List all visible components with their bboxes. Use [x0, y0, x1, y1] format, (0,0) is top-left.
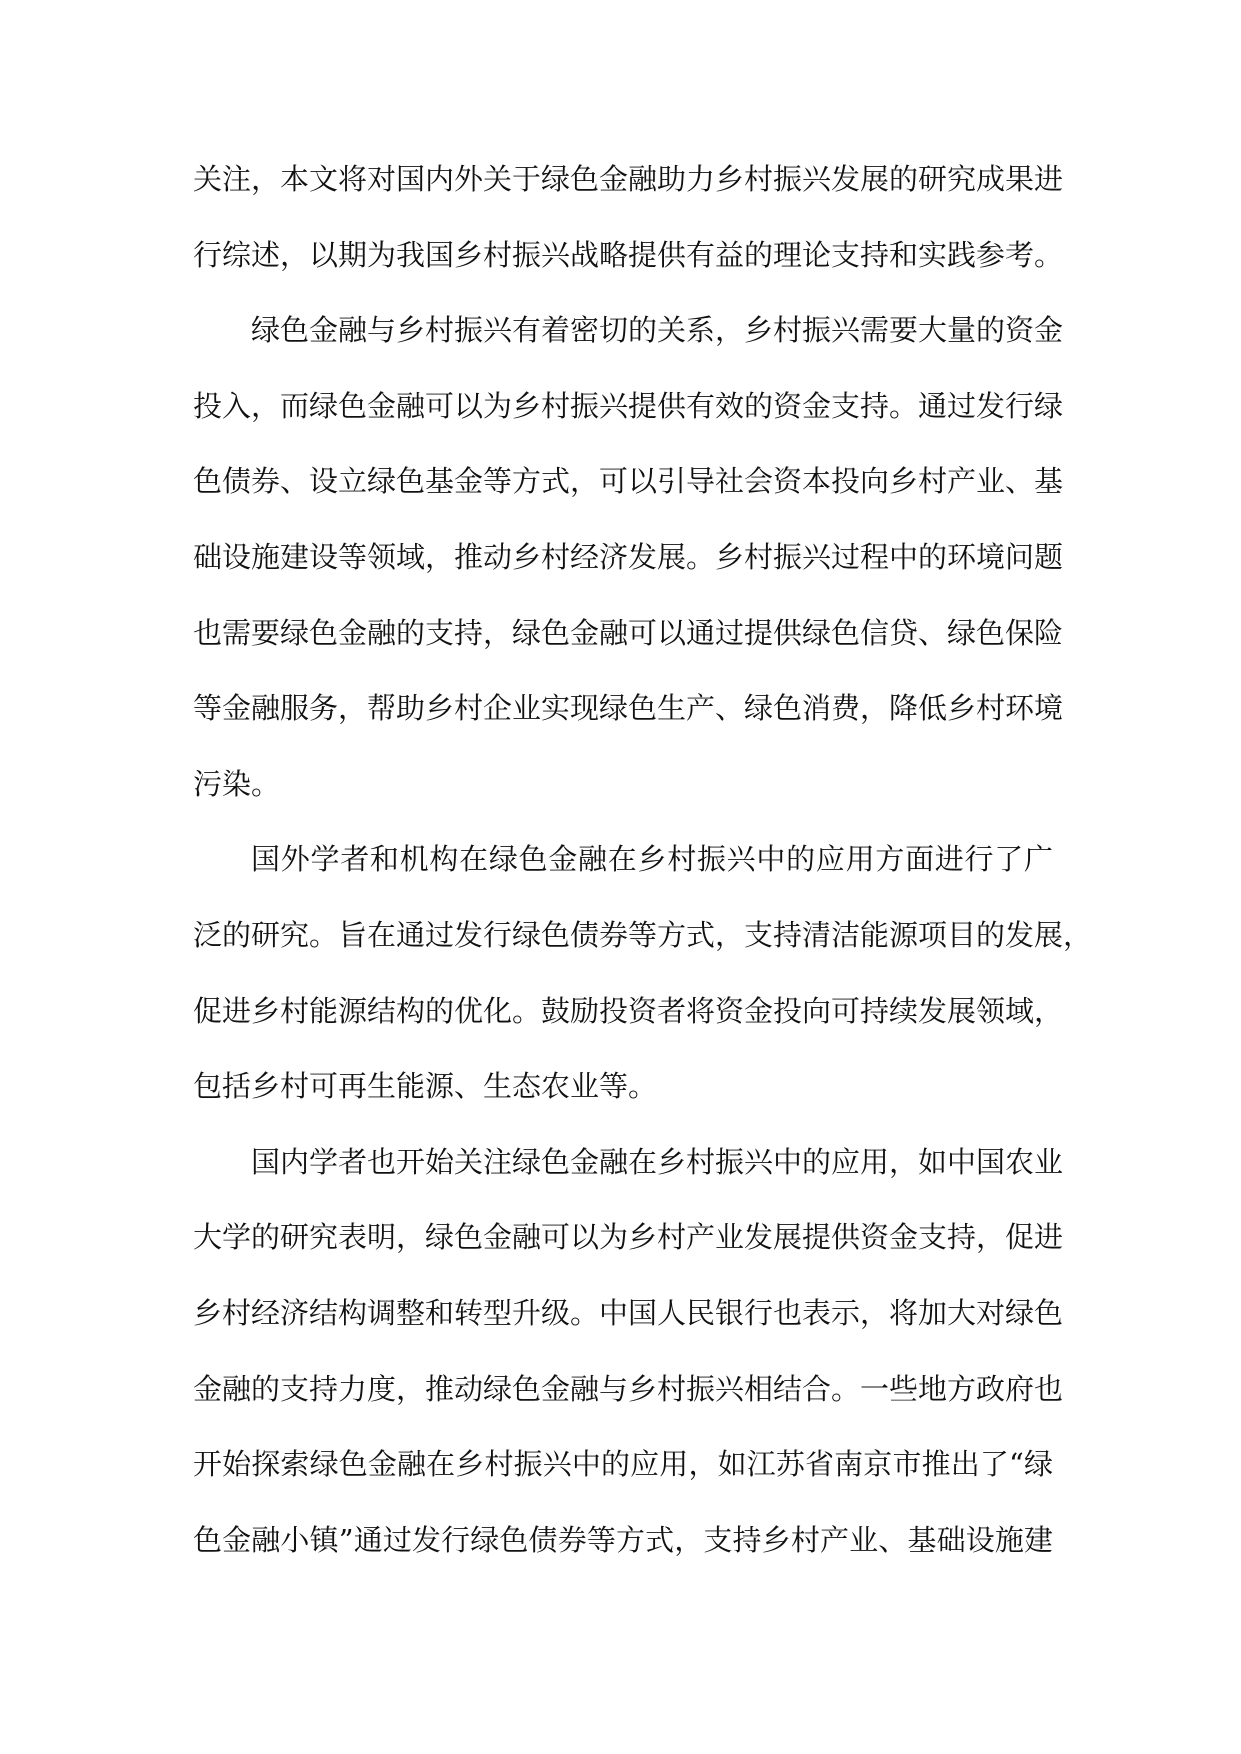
paragraph-2-line-4: 础设施建设等领域，推动乡村经济发展。乡村振兴过程中的环境问题 [193, 539, 1064, 574]
paragraph-4-line-4: 金融的支持力度，推动绿色金融与乡村振兴相结合。一些地方政府也 [193, 1371, 1064, 1406]
paragraph-1-line-1: 关注，本文将对国内外关于绿色金融助力乡村振兴发展的研究成果进 [193, 162, 1064, 196]
paragraph-2-line-7: 污染。 [193, 766, 281, 801]
paragraph-2-line-6: 等金融服务，帮助乡村企业实现绿色生产、绿色消费，降低乡村环境 [193, 691, 1064, 726]
paragraph-4-line-5: 开始探索绿色金融在乡村振兴中的应用，如江苏省南京市推出了“绿 [193, 1447, 1053, 1482]
paragraph-4-line-3: 乡村经济结构调整和转型升级。中国人民银行也表示，将加大对绿色 [193, 1295, 1064, 1330]
paragraph-2-line-5: 也需要绿色金融的支持，绿色金融可以通过提供绿色信贷、绿色保险 [193, 615, 1064, 650]
paragraph-3-line-2: 泛的研究。旨在通过发行绿色债券等方式，支持清洁能源项目的发展， [193, 917, 1093, 952]
paragraph-2-line-1: 绿色金融与乡村振兴有着密切的关系，乡村振兴需要大量的资金 [251, 313, 1064, 348]
paragraph-4-line-6: 色金融小镇”通过发行绿色债券等方式，支持乡村产业、基础设施建 [193, 1522, 1053, 1557]
paragraph-3-line-3: 促进乡村能源结构的优化。鼓励投资者将资金投向可持续发展领域， [193, 993, 1064, 1028]
paragraph-4-line-1: 国内学者也开始关注绿色金融在乡村振兴中的应用，如中国农业 [251, 1144, 1064, 1179]
paragraph-3-line-4: 包括乡村可再生能源、生态农业等。 [193, 1069, 658, 1104]
paragraph-4-line-2: 大学的研究表明，绿色金融可以为乡村产业发展提供资金支持，促进 [193, 1220, 1064, 1255]
paragraph-1-line-2: 行综述，以期为我国乡村振兴战略提供有益的理论支持和实践参考。 [193, 237, 1064, 272]
paragraph-2-line-2: 投入，而绿色金融可以为乡村振兴提供有效的资金支持。通过发行绿 [193, 388, 1064, 423]
paragraph-3-line-1: 国外学者和机构在绿色金融在乡村振兴中的应用方面进行了广 [251, 842, 1053, 877]
document-body [193, 142, 1093, 1578]
paragraph-2-line-3: 色债券、设立绿色基金等方式，可以引导社会资本投向乡村产业、基 [193, 464, 1064, 499]
